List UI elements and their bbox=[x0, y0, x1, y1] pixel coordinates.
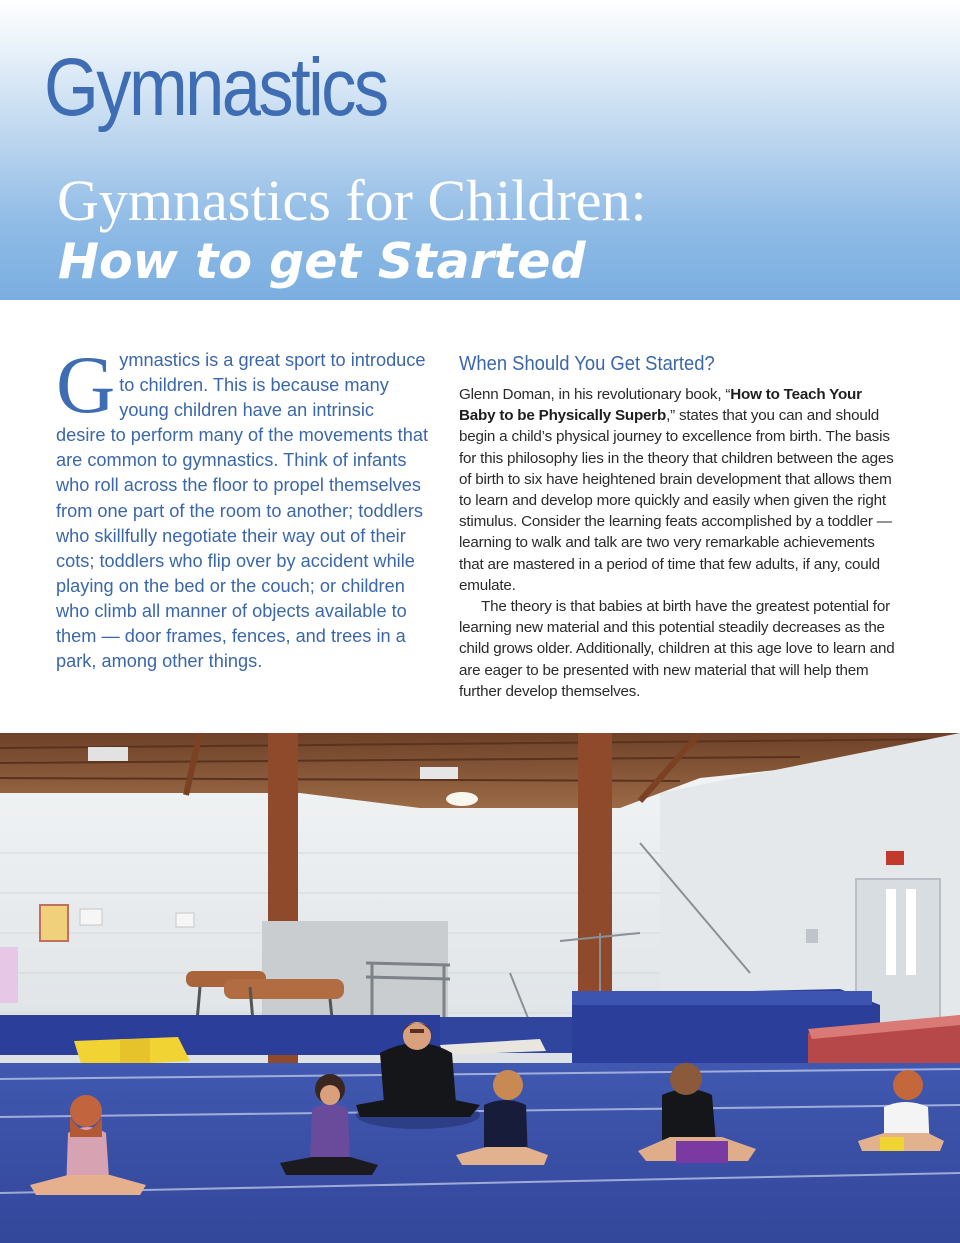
drop-cap: G bbox=[56, 339, 116, 430]
paragraph-2: The theory is that babies at birth have the greatest potential for learning new material and this potential steadily decreases as the child grows older. Additionally, children at this age love to learn and are eager to be presented with new material that will help them further develop themselves. bbox=[459, 598, 895, 700]
door-window bbox=[886, 889, 896, 975]
book-title: How to Teach Your Baby to be Physically Superb bbox=[459, 386, 862, 425]
ceiling-light bbox=[446, 792, 478, 806]
column-heading: When Should You Get Started? bbox=[459, 353, 715, 375]
paragraph-1: Glenn Doman, in his revolutionary book, “How to Teach Your Baby to be Physically Superb,” states that you can and should begin a child’s physical journey to excellence from birth. The basis for this philosophy lies in the theory that children between the ages of birth to six have heightened brain development that allows them to learn and develop more quickly and easily when given the right stimulus. Consider the learning feats accomplished by a toddler — learning to walk and talk are two very remarkable achievements that are mastered in a period of time that few adults, if any, could emulate. bbox=[459, 386, 894, 594]
article-title: Gymnastics for Children: bbox=[57, 168, 647, 233]
gym-class-photo bbox=[0, 733, 960, 1243]
wall-poster bbox=[40, 905, 68, 941]
section-title: Gymnastics bbox=[44, 42, 387, 133]
article-subtitle: How to get Started bbox=[58, 233, 586, 290]
wooden-post bbox=[578, 733, 612, 1023]
header-banner bbox=[0, 0, 960, 300]
article-column bbox=[459, 350, 901, 702]
wall-poster bbox=[80, 909, 102, 925]
blue-mat bbox=[0, 1015, 440, 1055]
gray-partition bbox=[262, 921, 448, 1023]
pink-mat bbox=[0, 947, 18, 1003]
pit-block-top bbox=[572, 991, 872, 1005]
intro-paragraph bbox=[56, 339, 429, 674]
wall-sign bbox=[806, 929, 818, 943]
intro-text: ymnastics is a great sport to introduce to children. This is because many young children have an intrinsic desire to perform many of the movements that are common to gymnastics. Think of infants who roll across the floor to propel themselves from one part of the room to another; toddlers who skillfully negotiate their way out of their cots; toddlers who flip over by accident while playing on the bed or the couch; or children who climb all manner of objects available to them — door frames, fences, and trees in a park, among other things. bbox=[56, 350, 429, 672]
wall-sign bbox=[176, 913, 194, 927]
ceiling-vent bbox=[420, 767, 458, 779]
vault-table bbox=[224, 979, 344, 999]
ceiling-vent bbox=[88, 747, 128, 761]
gym-photo-illustration bbox=[0, 733, 960, 1243]
door-window bbox=[906, 889, 916, 975]
exit-sign bbox=[886, 851, 904, 865]
article-body bbox=[459, 384, 901, 702]
